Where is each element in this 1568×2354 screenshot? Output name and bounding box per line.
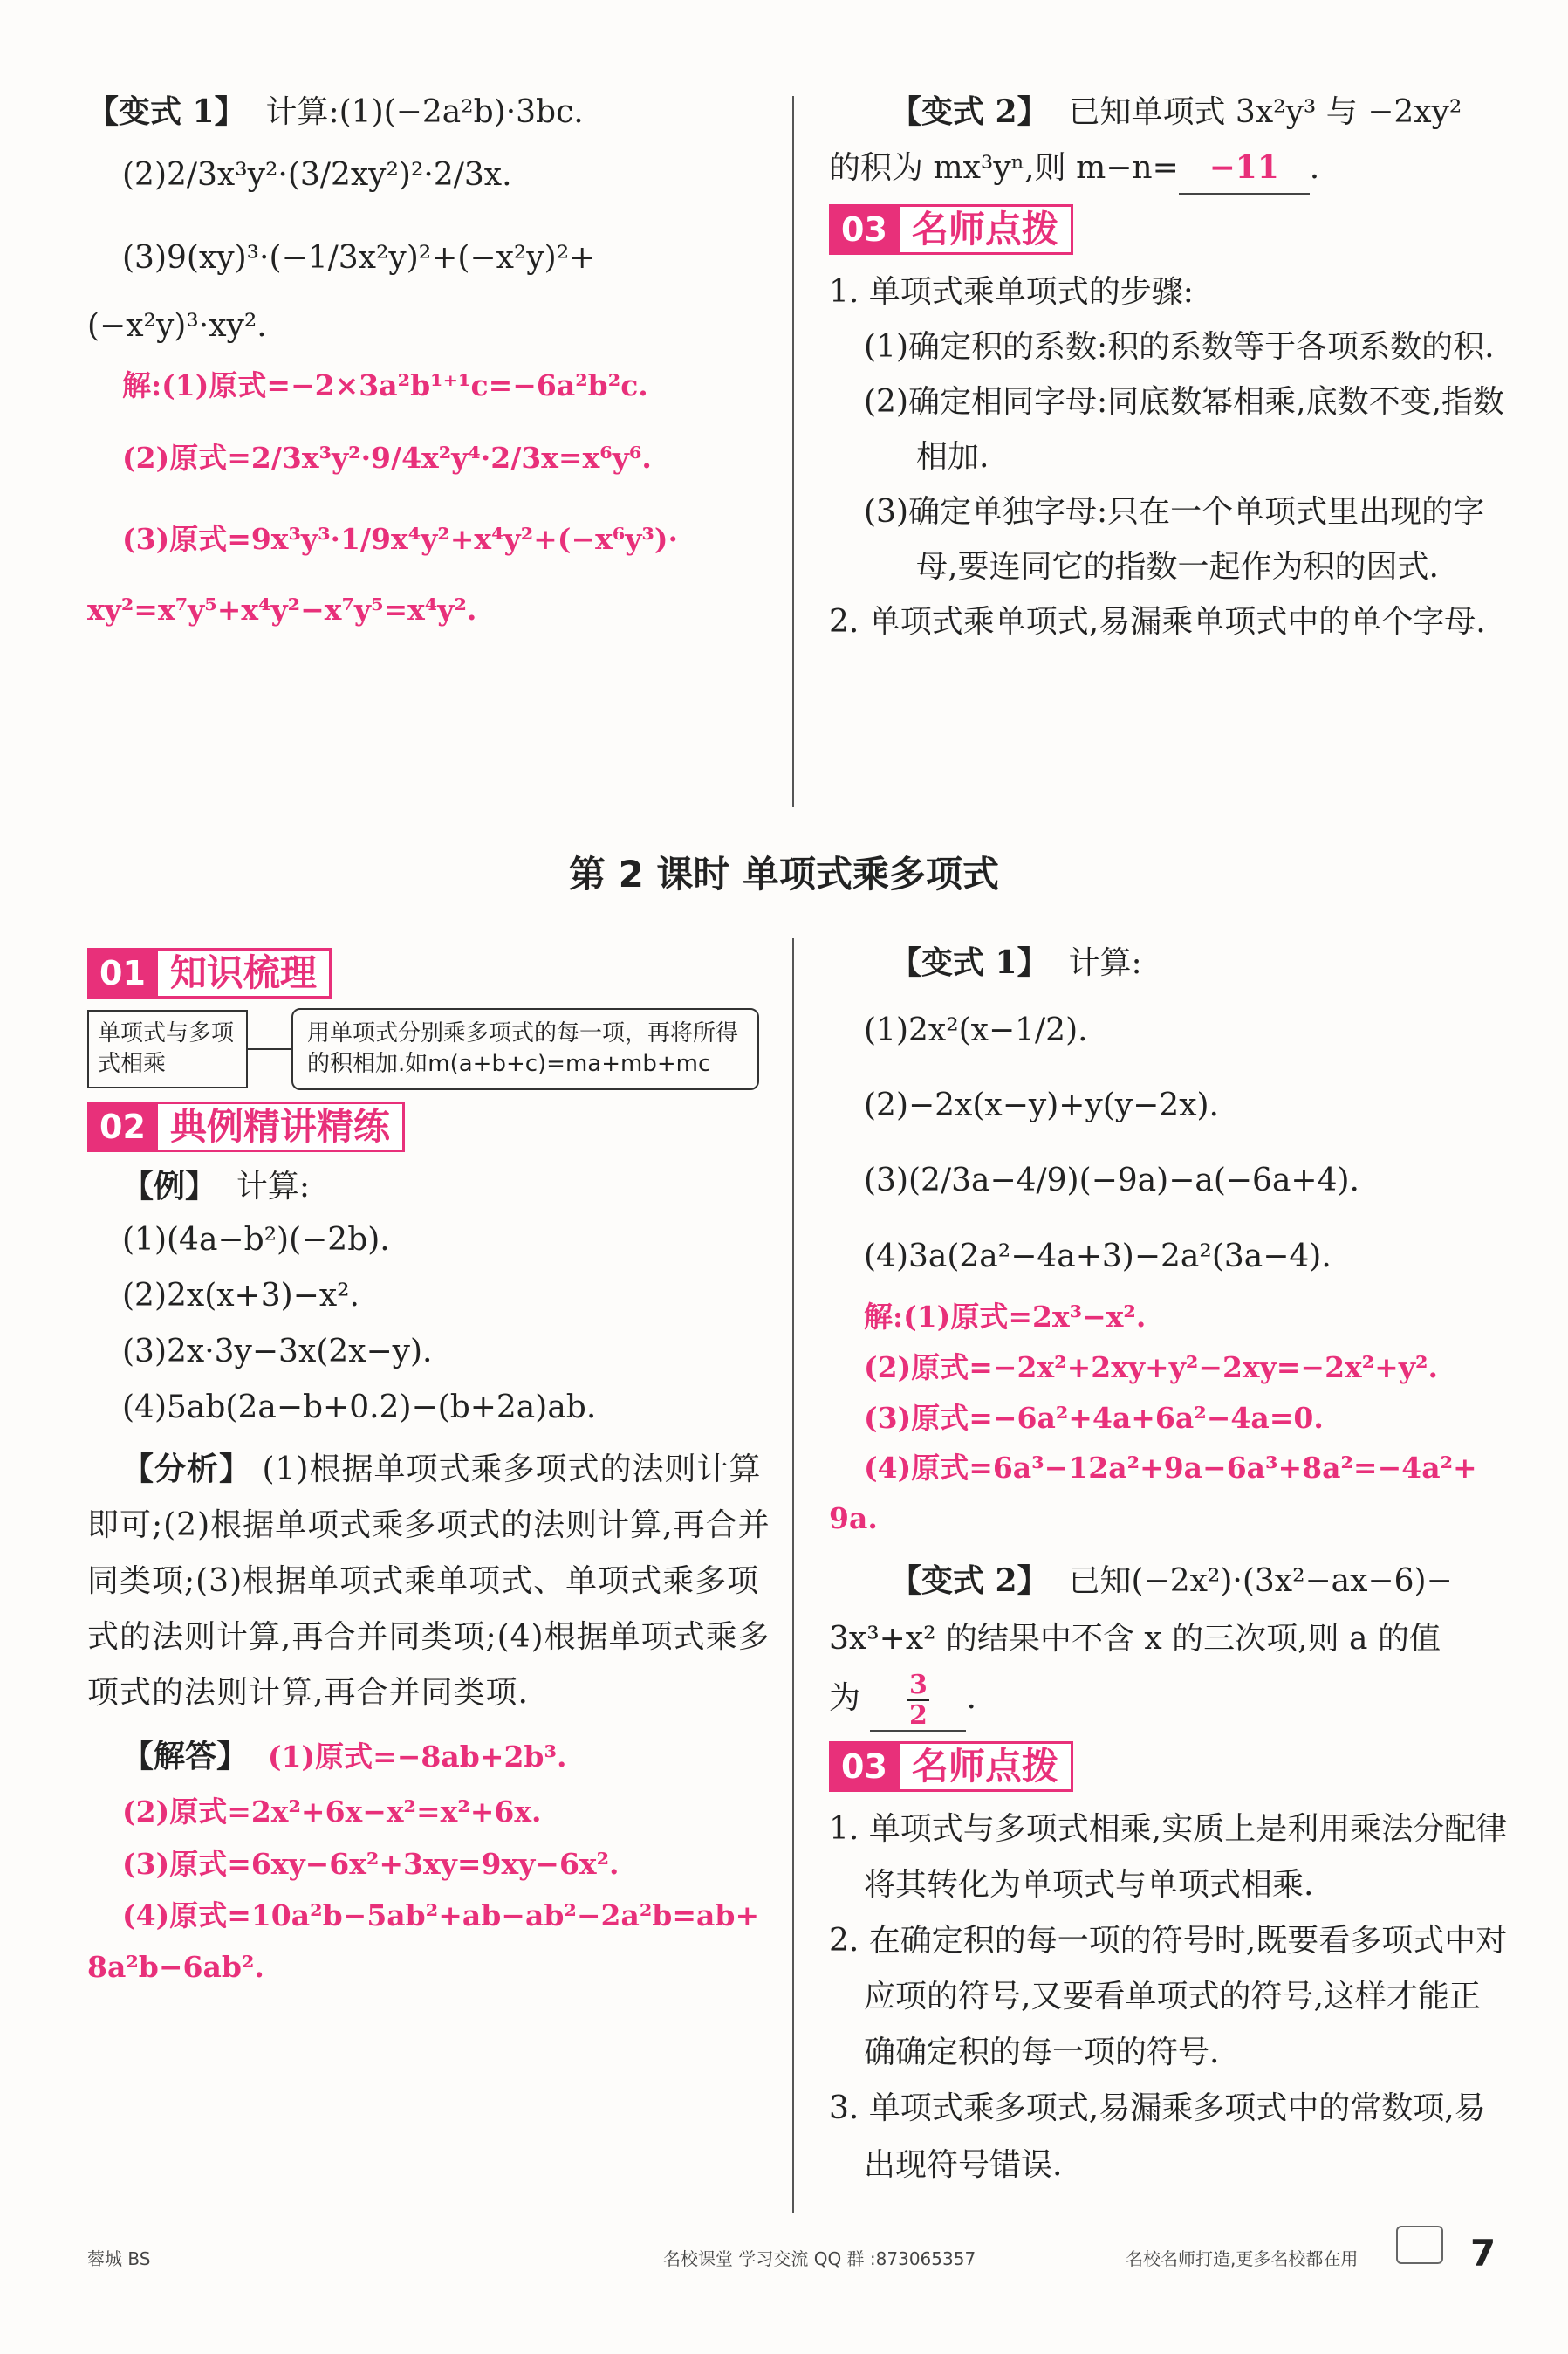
r-variant2-answer-blank: $\frac{3}{2}$	[870, 1671, 966, 1732]
r-variant1-answer: (2)原式=−2x²+2xy+y²−2xy=−2x²+y².	[864, 1349, 1438, 1384]
r-variant1-intro: 【变式 1】 计算:	[890, 944, 1142, 981]
bottom-left-column	[87, 938, 777, 1994]
tips-item: (3)确定单独字母:只在一个单项式里出现的字母,要连同它的指数一起作为积的因式.	[864, 494, 1485, 586]
footer-right: 名校名师打造,更多名校都在用	[1126, 2248, 1359, 2269]
r-variant1-answers	[829, 1292, 1510, 1544]
examples-title: 典例精讲精练	[158, 1102, 405, 1152]
footer-left: 蓉城 BS	[87, 2248, 151, 2269]
variant2-line-2: 的积为 mx³yⁿ,则 m−n= −11 .	[829, 143, 1510, 196]
r-variant1-answer: (3)原式=−6a²+4a+6a²−4a=0.	[864, 1400, 1324, 1435]
tips-header-top	[829, 202, 1510, 257]
examples-header	[87, 1099, 777, 1155]
footer-center: 名校课堂 学习交流 QQ 群 :873065357	[663, 2248, 976, 2269]
top-right-column	[829, 87, 1510, 649]
tips-item: 3. 单项式乘多项式,易漏乘多项式中的常数项,易出现符号错误.	[829, 2090, 1486, 2183]
column-divider-top	[792, 96, 794, 807]
variant2-line-1: 【变式 2】 已知单项式 3x²y³ 与 −2xy²	[890, 93, 1462, 130]
column-divider-bottom	[792, 938, 794, 2213]
example-answer-line: 8a²b−6ab².	[87, 1950, 264, 1985]
r-variant2-line-3: 为 $\frac{3}{2}$ .	[829, 1670, 976, 1732]
knowledge-number: 01	[87, 948, 158, 999]
tips-item: (1)确定积的系数:积的系数等于各项系数的积.	[864, 329, 1495, 366]
r-variant2-line-1: 【变式 2】 已知(−2x²)·(3x²−ax−6)−	[890, 1561, 1453, 1599]
variant1-answer-1: 解:(1)原式=−2×3a²b¹⁺¹c=−6a²b²c.	[122, 368, 648, 403]
tips-header-bottom	[829, 1739, 1510, 1795]
page-number: 7	[1470, 2232, 1496, 2275]
tips-number: 03	[829, 1741, 900, 1792]
r-variant2-line-2: 3x³+x² 的结果中不含 x 的三次项,则 a 的值	[829, 1620, 1441, 1657]
r-variant1-answer: (4)原式=6a³−12a²+9a−6a³+8a²=−4a²+	[864, 1451, 1477, 1486]
tips-item: 2. 在确定积的每一项的符号时,既要看多项式中对应项的符号,又要看单项式的符号,这样才能正确确定积的每一项的符号.	[829, 1923, 1508, 2071]
footer-logo-icon	[1396, 2226, 1443, 2264]
example-answer-line: (4)原式=10a²b−5ab²+ab−ab²−2a²b=ab+	[122, 1898, 760, 1933]
tips-list-top	[829, 264, 1510, 649]
variant1-answer-3a: (3)原式=9x³y³·1/9x⁴y²+x⁴y²+(−x⁶y³)·	[122, 521, 678, 556]
variant1-question-1: 【变式 1】 计算:(1)(−2a²b)·3bc.	[87, 93, 584, 130]
r-variant1-question: (2)−2x(x−y)+y(y−2x).	[864, 1087, 1220, 1123]
tips-list-bottom	[829, 1802, 1510, 2193]
example-question: (2)2x(x+3)−x².	[122, 1277, 360, 1314]
tips-item: 2. 单项式乘单项式,易漏乘单项式中的单个字母.	[829, 604, 1486, 641]
r-variant1-answer: 解:(1)原式=2x³−x².	[864, 1300, 1147, 1335]
tips-title: 名师点拨	[900, 204, 1073, 255]
example-questions	[87, 1212, 777, 1436]
knowledge-title: 知识梳理	[158, 948, 332, 999]
example-question: (4)5ab(2a−b+0.2)−(b+2a)ab.	[122, 1390, 597, 1426]
knowledge-box-connector	[248, 1048, 291, 1050]
example-analysis: 【分析】 (1)根据单项式乘多项式的法则计算即可;(2)根据单项式乘多项式的法则计算,再合并同类项;(3)根据单项式乘单项式、单项式乘多项式的法则计算,再合并同类项;(4)根据单项式乘多项式的法则计算,再合并同类项.	[87, 1451, 770, 1712]
tips-number: 03	[829, 204, 900, 255]
knowledge-header	[87, 945, 777, 1001]
r-variant1-question: (1)2x²(x−1/2).	[864, 1012, 1088, 1048]
knowledge-box-topic: 单项式与多项式相乘	[87, 1010, 248, 1088]
variant2-answer-blank: −11	[1179, 143, 1310, 196]
tips-item: 1. 单项式乘单项式的步骤:	[829, 274, 1194, 311]
r-variant1-question: (4)3a(2a²−4a+3)−2a²(3a−4).	[864, 1238, 1332, 1274]
example-answer-line: (3)原式=6xy−6x²+3xy=9xy−6x².	[122, 1846, 620, 1881]
tips-item: (2)确定相同字母:同底数幂相乘,底数不变,指数相加.	[864, 384, 1505, 476]
variant1-answer-2: (2)原式=2/3x³y²·9/4x²y⁴·2/3x=x⁶y⁶.	[122, 441, 652, 476]
example-answer-line: (2)原式=2x²+6x−x²=x²+6x.	[122, 1795, 542, 1829]
knowledge-box-rule: 用单项式分别乘多项式的每一项，再将所得的积相加.如m(a+b+c)=ma+mb+mc	[291, 1008, 759, 1090]
example-intro: 【例】 计算:	[122, 1168, 311, 1205]
example-question: (1)(4a−b²)(−2b).	[122, 1221, 390, 1258]
example-answers	[87, 1728, 777, 1993]
tips-title: 名师点拨	[900, 1741, 1073, 1792]
tips-item: 1. 单项式与多项式相乘,实质上是利用乘法分配律将其转化为单项式与单项式相乘.	[829, 1811, 1508, 1904]
examples-number: 02	[87, 1102, 158, 1152]
r-variant1-question: (3)(2/3a−4/9)(−9a)−a(−6a+4).	[864, 1163, 1359, 1199]
example-question: (3)2x·3y−3x(2x−y).	[122, 1333, 433, 1369]
variant1-question-3b: (−x²y)³·xy².	[87, 307, 267, 344]
top-left-column	[87, 87, 777, 634]
variant1-answer-3b: xy²=x⁷y⁵+x⁴y²−x⁷y⁵=x⁴y².	[87, 592, 477, 627]
knowledge-box	[87, 1008, 777, 1090]
variant1-question-2: (2)2/3x³y²·(3/2xy²)²·2/3x.	[122, 156, 512, 193]
bottom-right-column	[829, 938, 1510, 2193]
example-answer-line: 【解答】 (1)原式=−8ab+2b³.	[122, 1738, 567, 1775]
r-variant1-answer: 9a.	[829, 1501, 878, 1536]
r-variant1-questions	[829, 1001, 1510, 1287]
lesson-title: 第 2 课时 单项式乘多项式	[568, 853, 1000, 896]
variant1-question-3a: (3)9(xy)³·(−1/3x²y)²+(−x²y)²+	[122, 240, 596, 277]
